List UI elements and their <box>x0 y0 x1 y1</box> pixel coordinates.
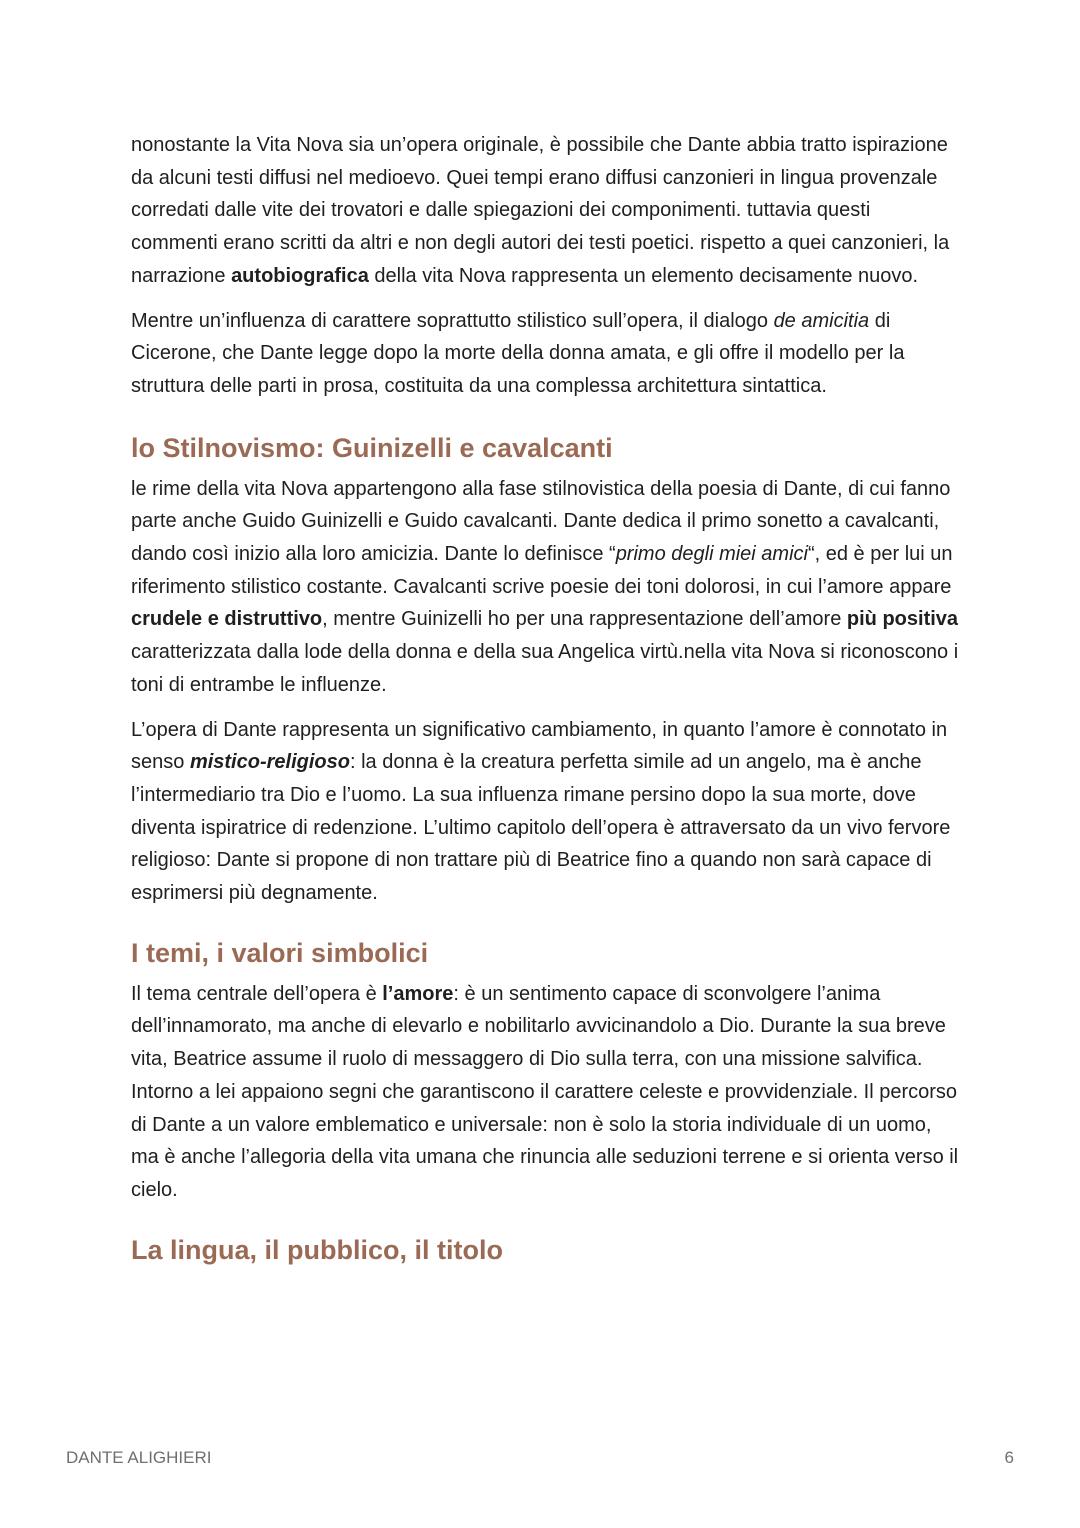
text-run: le rime della vita Nova appartengono alla fase stilnovistica della poesia di Dante, di cui fanno parte anche Guido Guinizelli e Guido cavalcanti. Dante dedica il primo sonetto a cavalcanti, dando così inizio alla loro amicizia. Dante lo definisce “ <box>131 477 951 566</box>
paragraph-cicero <box>131 305 961 403</box>
heading-stilnovismo: lo Stilnovismo: Guinizelli e cavalcanti <box>131 432 613 463</box>
text-run: “, ed è per lui un riferimento stilistico costante. Cavalcanti scrive poesie dei toni dolorosi, in cui l’amore appare <box>131 543 953 598</box>
emphasis-text: l’amore <box>382 982 454 1005</box>
page-number: 6 <box>1004 1448 1014 1467</box>
text-run: nonostante la Vita Nova sia un’opera originale, è possibile che Dante abbia tratto ispirazione da alcuni testi diffusi nel medioevo. Quei tempi erano diffusi canzonieri in lingua provenzale corredati dalle vite dei trovatori e dalle spiegazioni dei componimenti. tuttavia questi commenti erano scritti da altri e non degli autori dei testi poetici. rispetto a quei canzonieri, la narrazione <box>131 134 950 287</box>
emphasis-text: primo degli miei amici <box>615 543 808 566</box>
emphasis-text: crudele e distruttivo <box>131 608 323 631</box>
heading-lingua: La lingua, il pubblico, il titolo <box>131 1234 503 1265</box>
page-footer <box>66 1448 1014 1468</box>
paragraph-mistico <box>131 714 961 910</box>
heading-temi: I temi, i valori simbolici <box>131 937 429 968</box>
emphasis-text: mistico-religioso <box>189 751 350 774</box>
text-run: di Cicerone, che Dante legge dopo la morte della donna amata, e gli offre il modello per la struttura delle parti in prosa, costituita da una complessa architettura sintattica. <box>131 309 905 397</box>
text-run: : la donna è la creatura perfetta simile ad un angelo, ma è anche l’intermediario tra Dio e l’uomo. La sua influenza rimane persino dopo la sua morte, dove diventa ispiratrice di redenzione. L’ultimo capitolo dell’opera è attraversato da un vivo fervore religioso: Dante si propone di non trattare più di Beatrice fino a quando non sarà capace di esprimersi più degnamente. <box>131 751 951 905</box>
paragraph-amore <box>131 978 961 1207</box>
emphasis-text: più positiva <box>846 608 959 631</box>
text-run: della vita Nova rappresenta un elemento decisamente nuovo. <box>368 264 919 287</box>
emphasis-text: de amicitia <box>773 309 870 332</box>
text-run: , mentre Guinizelli ho per una rappresentazione dell’amore <box>322 608 847 631</box>
text-run: Mentre un’influenza di carattere soprattutto stilistico sull’opera, il dialogo <box>131 309 774 332</box>
paragraph-stilnovismo <box>131 473 961 702</box>
text-run: Il tema centrale dell’opera è <box>131 982 383 1005</box>
document-body <box>131 129 961 1267</box>
text-run: L’opera di Dante rappresenta un significativo cambiamento, in quanto l’amore è connotato in senso <box>131 718 948 774</box>
text-run: caratterizzata dalla lode della donna e della sua Angelica virtù.nella vita Nova si riconoscono i toni di entrambe le influenze. <box>131 641 959 696</box>
text-run: : è un sentimento capace di sconvolgere l’anima dell’innamorato, ma anche di elevarlo e nobilitarlo avvicinandolo a Dio. Durante la sua breve vita, Beatrice assume il ruolo di messaggero di Dio sulla terra, con una missione salvifica. Intorno a lei appaiono segni che garantiscono il carattere celeste e provvidenziale. Il percorso di Dante a un valore emblematico e universale: non è solo la storia individuale di un uomo, ma è anche l’allegoria della vita umana che rinuncia alle seduzioni terrene e si orienta verso il cielo. <box>131 982 959 1201</box>
emphasis-text: autobiografica <box>231 264 369 287</box>
paragraph-influences <box>131 129 961 293</box>
footer-title: DANTE ALIGHIERI <box>66 1448 212 1467</box>
